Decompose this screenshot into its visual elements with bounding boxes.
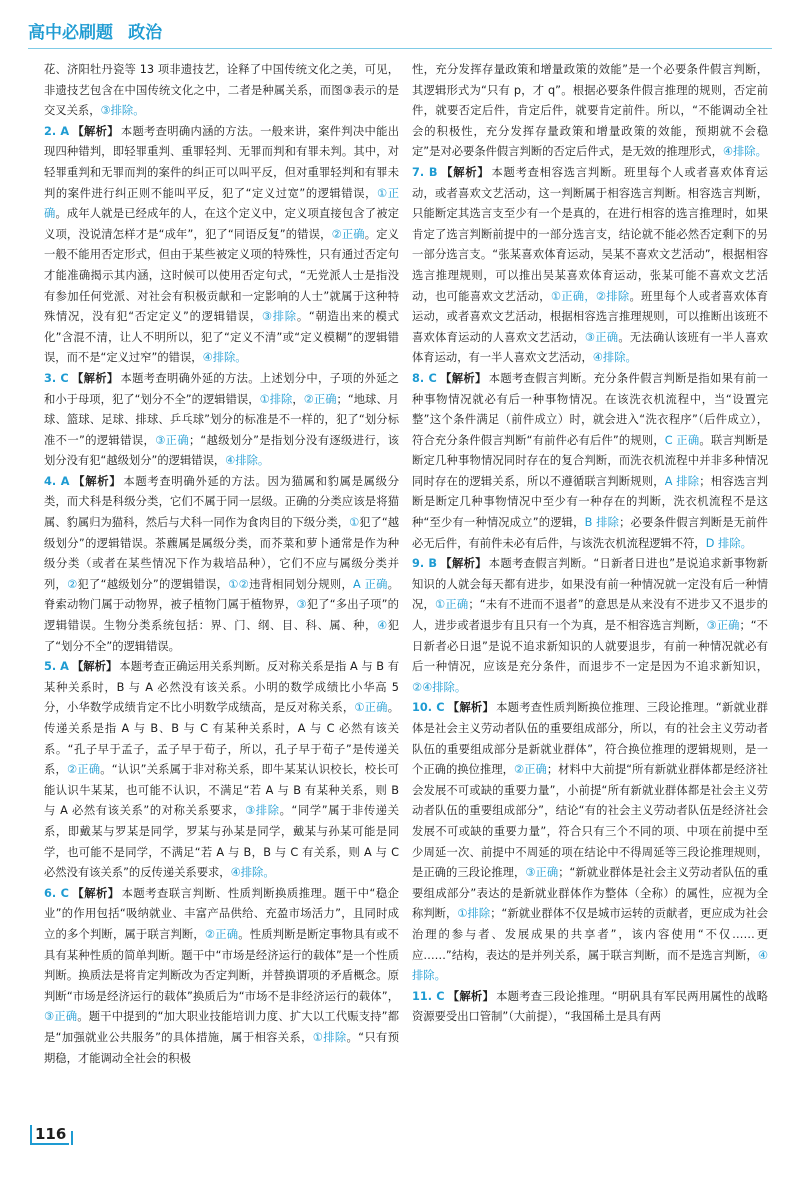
explanation-text: 。性质判断是断定事物具有或不具有某种性质的简单判断。题干中“市场是经济运行的载体”是一个性质判断。换质法是将肯定判断改为否定判断，并替换谓项的矛盾概念。原判断“市场是经济运行的载体”换质后为“市场不是非经济运行的载体”，: [44, 927, 399, 1003]
question-number: 2. A: [44, 124, 70, 138]
correct-option: ②正确: [66, 763, 101, 777]
correct-option: ②正确: [331, 227, 365, 241]
correct-option: ②正确: [514, 763, 547, 777]
excluded-option: ①排除: [312, 1030, 347, 1044]
answer-entry: [44, 122, 399, 369]
explanation-text: 本题考查相容选言判断。班里每个人或者喜欢体育运动，或者喜欢文艺活动，这一判断属于相容选言判断。相容选言判断，只能断定其选言支至少有一个是真的，在进行相容的选言推理时，如果肯定了选言判断前提中的一部分选言支，结论就不能必然否定剩下的另一部分选言支。“张某喜欢体育运动，吴某不喜欢文艺活动”，根据相容选言推理规则，可以推出吴某喜欢体育运动，张某可能不喜欢文艺活动，也可能喜欢文艺活动，: [412, 165, 768, 303]
answer-entry: [412, 60, 768, 163]
explanation-text: 。题干中提到的“加大职业技能培训力度、扩大以工代赈支持”都是“加强就业公共服务”的具体措施，属于相容关系，: [44, 1010, 399, 1044]
explanation-text: 。传递关系是指 A 与 B、B 与 C 有某种关系时，A 与 C 必然有该关系。“孔子早于孟子，孟子早于荀子，所以，孔子早于荀子”是传递关系，: [44, 701, 399, 777]
answer-entry: [44, 657, 399, 884]
question-number: 10. C: [412, 701, 445, 715]
explanation-text: 本题考查三段论推理。“明矾具有军民两用属性的战略资源要受出口管制”（大前提），“我国稀土是具有两: [412, 989, 768, 1024]
analysis-tag: 【解析】: [440, 165, 490, 179]
analysis-tag: 【解析】: [72, 124, 119, 138]
question-number: 3. C: [44, 371, 69, 385]
excluded-option: ④排除。: [225, 454, 270, 468]
explanation-text: 花、济阳牡丹瓷等 13 项非遗技艺，诠释了中国传统文化之美，可见，非遗技艺包含在中国传统文化之中，二者是种属关系，而图③表示的是交叉关系，: [44, 63, 399, 118]
correct-option: ④: [376, 619, 388, 633]
explanation-text: 。联言判断是断定几种事物情况同时存在的复合判断，而洗衣机流程中并非多种情况同时存在的逻辑关系，所以不遵循联言判断规则，: [412, 433, 768, 488]
answer-entry: [412, 163, 768, 369]
correct-option: ①: [349, 516, 360, 530]
excluded-option: A 排除: [664, 474, 700, 488]
excluded-option: ④排除。: [722, 145, 767, 159]
explanation-text: ；“越级划分”是指划分没有逐级进行，该划分没有犯“越级划分”的逻辑错误，: [44, 433, 399, 468]
answer-entry: [44, 60, 399, 122]
explanation-text: 本题考查正确运用关系判断。反对称关系是指 A 与 B 有某种关系时，B 与 A 必然没有该关系。小明的数学成绩比小华高 5 分，小华数学成绩肯定不比小明数学成绩高，是反对称关系，: [44, 660, 399, 715]
explanation-text: 。“朝造出来的模式化”含混不清，让人不明所以，犯了“定义不清”或“定义模糊”的逻辑错误，而不是“定义过窄”的错误，: [44, 310, 399, 365]
correct-option: ②正确: [204, 927, 239, 941]
analysis-tag: 【解析】: [71, 371, 119, 385]
question-number: 11. C: [412, 989, 445, 1003]
explanation-text: 。“认识”关系属于非对称关系，即牛某某认识校长，校长可能认识牛某某，也可能不认识，不满足“若 A 与 B 有某种关系，则 B 与 A 必然有该关系”的对称关系要求，: [44, 763, 399, 818]
excluded-option: ①排除: [457, 907, 491, 921]
answer-entry: [412, 369, 768, 554]
excluded-option: ④排除。: [412, 948, 768, 983]
excluded-option: B 排除: [584, 516, 620, 530]
correct-option: ①正确: [354, 701, 388, 715]
excluded-option: ④排除。: [230, 866, 275, 880]
answer-entry: [44, 369, 399, 472]
explanation-text: 本题考查假言判断。“日新者日进也”是说追求新事物新知识的人就会每天都有进步，如果没有前一种情况就一定没有后一种情况，: [412, 557, 768, 612]
excluded-option: ④排除。: [592, 351, 637, 365]
question-number: 4. A: [44, 474, 70, 488]
explanation-text: 。班里每个人或者喜欢体育运动，或者喜欢文艺活动，根据相容选言推理规则，可以推断出该班不喜欢体育运动的人喜欢文艺活动，: [412, 289, 768, 344]
correct-option: C 正确: [664, 433, 700, 447]
explanation-text: ；相容选言判断是断定几种事物情况中至少有一种存在的判断，洗衣机流程不是这种“至少有一种情况成立”的逻辑，: [412, 474, 768, 530]
excluded-option: D 排除。: [705, 536, 752, 550]
explanation-text: 本题考查明确外延的方法。上述划分中，子项的外延之和小于母项，犯了“划分不全”的逻辑错误，: [44, 371, 399, 406]
book-title: 高中必刷题: [28, 23, 113, 43]
answer-entry: [412, 698, 768, 986]
answer-entry: [412, 987, 768, 1028]
answer-entry: [412, 554, 768, 698]
header-divider: [28, 48, 772, 49]
analysis-tag: 【解析】: [447, 701, 495, 715]
question-number: 6. C: [44, 886, 69, 900]
explanation-text: 犯了“越级划分”的逻辑错误，: [77, 577, 229, 591]
explanation-text: ；“新就业群体是社会主义劳动者队伍的重要组成部分”表达的是新就业群体作为整体（全称）的属性，应视为全称判断，: [412, 866, 768, 921]
explanation-text: 本题考查假言判断。充分条件假言判断是指如果有前一种事物情况就必有后一种事物情况。在该洗衣机流程中，当“设置完整”这个条件满足（前件成立）时，就会进入“洗衣程序”（后件成立），符合充分条件假言判断“有前件必有后件”的规则，: [412, 371, 768, 447]
explanation-text: 本题考查性质判断换位推理、三段论推理。“新就业群体是社会主义劳动者队伍的重要组成部分，所以，有的社会主义劳动者队伍的重要组成部分是新就业群体”，符合换位推理的逻辑规则，是一个正确的换位推理，: [412, 701, 768, 777]
explanation-text: ；“未有不进而不退者”的意思是从来没有不进步又不退步的人，进步或者退步有且只有一个为真，是不相容选言判断，: [412, 598, 768, 633]
page-number: 116: [30, 1125, 69, 1145]
explanation-text: 。“只有预期稳，才能调动全社会的积极: [44, 1030, 399, 1065]
excluded-option: ③排除。: [100, 104, 145, 118]
subject-label: 政治: [128, 23, 163, 43]
page-header: [28, 18, 162, 48]
correct-option: A 正确: [353, 577, 388, 591]
analysis-tag: 【解析】: [440, 557, 487, 571]
left-column: [44, 60, 399, 1069]
correct-option: ②: [67, 577, 78, 591]
explanation-text: 犯了“越级划分”的逻辑错误。茶藨属是属级分类，而芥菜和萝卜通常是作为种级分类（或者在某些情况下作为栽培品种），它们不应与属级分类并列，: [44, 516, 399, 591]
correct-option: ①②: [228, 577, 250, 591]
excluded-option: ③排除: [245, 804, 280, 818]
explanation-text: 本题考查明确外延的方法。因为猫属和豹属是属级分类，而犬科是科级分类，它们不属于同一层级。正确的分类应该是将猫属、豹属归为猫科，然后与犬科一同作为食肉目的下级分类，: [44, 474, 399, 530]
analysis-tag: 【解析】: [447, 989, 495, 1003]
explanation-text: ；“不日新者必日退”是说不追求新知识的人就要退步，有前一种情况就必有后一种情况，应该是充分条件，而退步不一定是因为不追求新知识，: [412, 619, 768, 674]
correct-option: ③正确: [44, 1010, 78, 1024]
excluded-option: ①排除: [259, 392, 293, 406]
explanation-text: ；材料中大前提“所有新就业群体都是经济社会发展不可或缺的重要力量”，小前提“所有新就业群体都是社会主义劳动者队伍的重要组成部分”，结论“有的社会主义劳动者队伍是经济社会发展不可或缺的重要力量”，符合只有三个不同的项、中项在前提中至少周延一次、前提中不周延的项在结论中不得周延等三段论推理规则，是正确的三段论推理，: [412, 763, 768, 880]
explanation-text: 本题考查明确内涵的方法。一般来讲，案件判决中能出现四种错判，即轻罪重判、重罪轻判、无罪而判和有罪未判。其中，对轻罪重判和无罪而判的案件的纠正可以叫平反，但对重罪轻判和有罪未判的案件进行纠正则不能叫平反，犯了“定义过宽”的逻辑错误，: [44, 124, 399, 200]
correct-option: ③正确: [525, 866, 559, 880]
question-number: 8. C: [412, 371, 437, 385]
explanation-text: 。“同学”属于非传递关系，即戴某与罗某是同学，罗某与孙某是同学，戴某与孙某可能是同学，也可能不是同学，不满足“若 A 与 B，B 与 C 有关系，则 A 与 C 必然没有该关系”的反传递关系要求，: [44, 804, 399, 880]
correct-option: ③: [296, 598, 307, 612]
analysis-tag: 【解析】: [71, 660, 118, 674]
explanation-text: 。脊索动物门属于动物界，被子植物门属于植物界，: [44, 577, 399, 612]
question-number: 9. B: [412, 557, 438, 571]
explanation-text: 犯了“划分不全”的逻辑错误。: [44, 619, 399, 653]
explanation-text: 。成年人就是已经成年的人，在这个定义中，定义项直接包含了被定义项，没说清怎样才是“成年”，犯了“同语反复”的错误，: [44, 207, 399, 241]
right-column: [412, 60, 768, 1028]
excluded-option: ④排除。: [202, 351, 247, 365]
explanation-text: 。定义一般不能用否定形式，但由于某些被定义项的特殊性，只有通过否定句才能准确揭示其内涵，这时候可以使用否定句式，“无党派人士是指没有参加任何党派、对社会有积极贡献和一定影响的人士”就属于这种特殊情况，没有犯“否定定义”的逻辑错误，: [44, 227, 399, 324]
explanation-text: 性，充分发挥存量政策和增量政策的效能”是一个必要条件假言判断，其逻辑形式为“只有 p，才 q”。根据必要条件假言推理的规则，否定前件，就要否定后件，肯定后件，就要肯定前件。所以，“不能调动全社会的积极性，充分发挥存量政策和增量政策的效能，预期就不会稳定”是对必要条件假言判断的否定后件式，是无效的推理形式，: [412, 63, 768, 159]
question-number: 7. B: [412, 165, 438, 179]
explanation-text: 违背相同划分规则，: [249, 577, 353, 591]
correct-option: ①正确，②排除: [550, 289, 630, 303]
analysis-tag: 【解析】: [72, 474, 122, 488]
excluded-option: ③排除: [261, 310, 297, 324]
explanation-text: ；“新就业群体不仅是城市运转的贡献者，更应成为社会治理的参与者、发展成果的共享者”，该内容使用“不仅……更应……”结构，表达的是并列关系，属于联言判断，而不是选言判断，: [412, 907, 768, 962]
analysis-tag: 【解析】: [71, 886, 120, 900]
correct-option: ①正确: [44, 186, 399, 221]
explanation-text: 。无法确认该班有一半人喜欢体育运动，有一半人喜欢文艺活动，: [412, 330, 768, 365]
explanation-text: ；必要条件假言判断是无前件必无后件，有前件未必有后件，与该洗衣机流程逻辑不符，: [412, 516, 768, 550]
correct-option: ①正确: [435, 598, 469, 612]
correct-option: ③正确: [584, 330, 619, 344]
question-number: 5. A: [44, 660, 69, 674]
explanation-text: 犯了“多出子项”的逻辑错误。生物分类系统包括：界、门、纲、目、科、属、种，: [44, 598, 399, 633]
explanation-text: 本题考查联言判断、性质判断换质推理。题干中“稳企业”的作用包括“吸纳就业、丰富产品供给、充盈市场活力”，且同时成立的多个判断，属于联言判断，: [44, 886, 399, 941]
answer-entry: [44, 472, 399, 657]
excluded-option: ②④排除。: [412, 680, 467, 694]
correct-option: ③正确: [706, 619, 740, 633]
correct-option: ②正确: [303, 392, 337, 406]
explanation-text: ，: [292, 392, 304, 406]
explanation-text: ；“地球、月球、篮球、足球、排球、乒乓球”划分的标准是不一样的，犯了“划分标准不一”的逻辑错误，: [44, 392, 399, 447]
correct-option: ③正确: [155, 433, 190, 447]
analysis-tag: 【解析】: [439, 371, 487, 385]
answer-entry: [44, 884, 399, 1069]
